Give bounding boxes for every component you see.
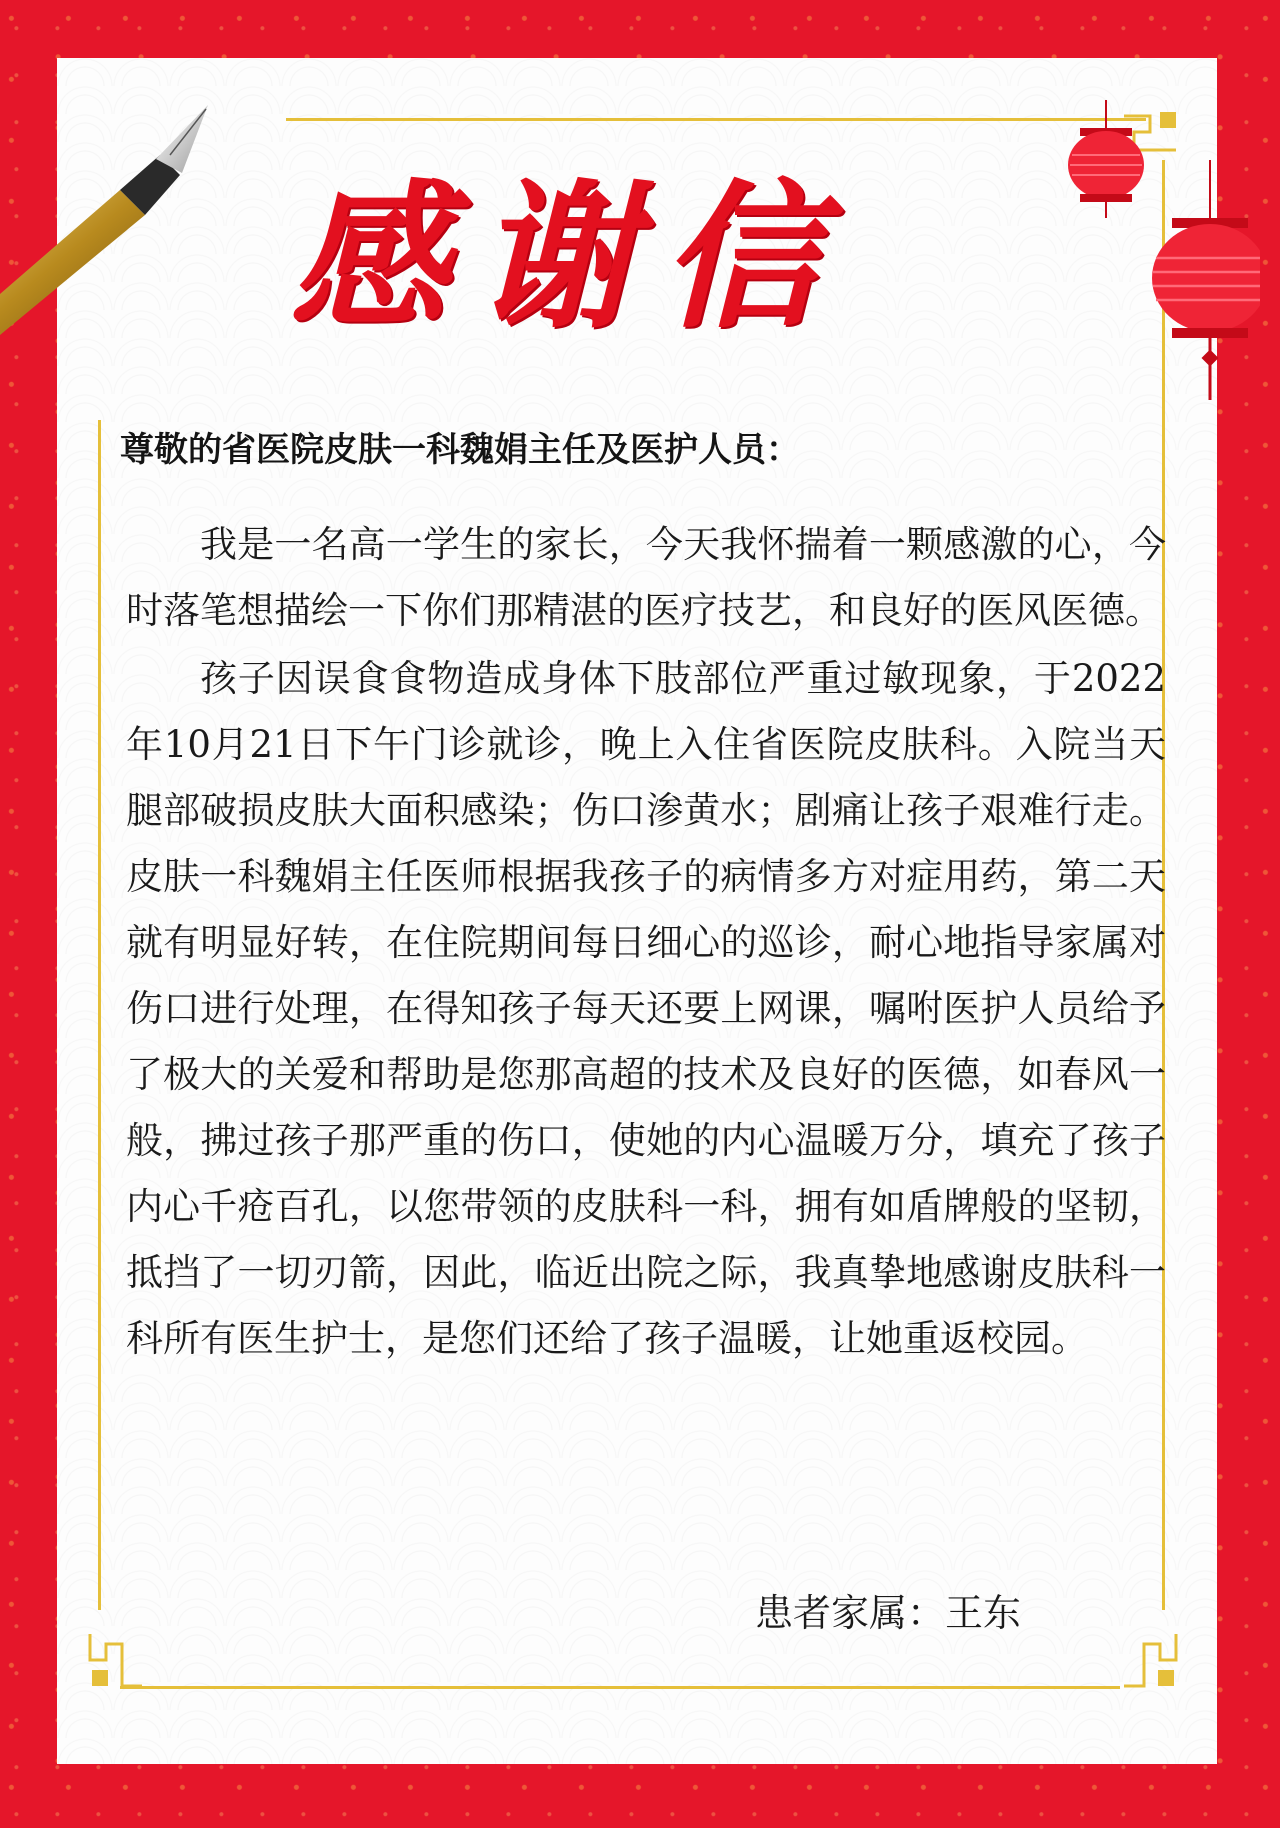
letter-paragraph-2: 孩子因误食食物造成身体下肢部位严重过敏现象，于2022年10月21日下午门诊就诊，晚上入住省医院皮肤科。入院当天腿部破损皮肤大面积感染；伤口渗黄水；剧痛让孩子艰难行走。皮肤一科魏娟主任医师根据我孩子的病情多方对症用药，第二天就有明显好转，在住院期间每日细心的巡诊，耐心地指导家属对伤口进行处理，在得知孩子每天还要上网课，嘱咐医护人员给予了极大的关爱和帮助是您那高超的技术及良好的医德，如春风一般，拂过孩子那严重的伤口，使她的内心温暖万分，填充了孩子内心千疮百孔，以您带领的皮肤科一科，拥有如盾牌般的坚韧，抵挡了一切刃箭，因此，临近出院之际，我真挚地感谢皮肤科一科所有医生护士，是您们还给了孩子温暖，让她重返校园。 — [126, 657, 1166, 1360]
letter-title: 感谢信 — [290, 165, 848, 350]
letter-paragraph-1: 我是一名高一学生的家长，今天我怀揣着一颗感激的心，今时落笔想描绘一下你们那精湛的医疗技艺，和良好的医风医德。 — [126, 523, 1166, 632]
fountain-pen-icon — [0, 95, 270, 335]
gold-border-left — [98, 420, 101, 1610]
gold-border-bottom — [120, 1686, 1120, 1689]
letter-salutation: 尊敬的省医院皮肤一科魏娟主任及医护人员： — [120, 430, 800, 470]
letter-signature: 患者家属：王东 — [755, 1591, 1022, 1635]
gold-border-top — [286, 118, 1146, 121]
red-lanterns-decoration — [1060, 100, 1260, 410]
gold-corner-ornament-bottom-left — [86, 1630, 146, 1690]
letter-body — [126, 512, 1166, 1374]
